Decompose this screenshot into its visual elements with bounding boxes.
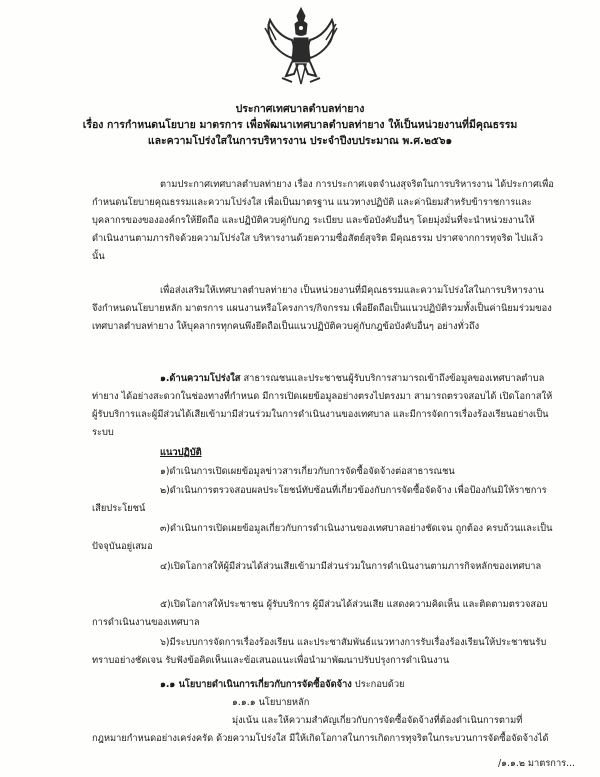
practice-item-2: ๒)ดำเนินการตรวจสอบผลประโยชน์ทับซ้อนที่เกี่ยวข้องกับการจัดซื้อจัดจ้าง เพื่อป้องกันมิให้ราชการเสียประโยชน์ (92, 485, 547, 514)
section-1-transparency: ๑.ด้านความโปร่งใส สาธารณชนและประชาชนผู้รับบริการสามารถเข้าถึงข้อมูลของเทศบาลตำบลท่ายาง ได้อย่างสะดวกในช่องทางที่กำหนด มีการเปิดเผยข้อมูลอย่างตรงไปตรงมา สามารถตรวจสอบได้ เปิดโอกาสให้ผู้รับบริการและผู้มีส่วนได้เสียเข้ามามีส่วนร่วมในการดำเนินงานของเทศบาล และมีการจัดการเรื่องร้องเรียนอย่างเป็นระบบ (92, 373, 553, 438)
practice-item-4: ๔)เปิดโอกาสให้ผู้มีส่วนได้ส่วนเสียเข้ามามีส่วนร่วมในการดำเนินงานตามภารกิจหลักของเทศบาล (160, 561, 542, 572)
paragraph-1: ตามประกาศเทศบาลตำบลท่ายาง เรื่อง การประกาศเจตจำนงสุจริตในการบริหารงาน ได้ประกาศเพื่อกำหนดนโยบายคุณธรรมและความโปร่งใส เพื่อเป็นมาตรฐาน แนวทางปฏิบัติ และค่านิยมสำหรับข้าราชการและบุคลากรของขององค์กรให้ยึดถือ และปฏิบัติควบคู่กับกฎ ระเบียบ และข้อบังคับอื่นๆ โดยมุ่งมั่นที่จะนำหน่วยงานให้ดำเนินงานตามภารกิจด้วยความโปร่งใส บริหารงานด้วยความซื่อสัตย์สุจริต มีคุณธรรม ปราศจากการทุจริต ไปแล้ว นั้น (92, 179, 554, 262)
section-1-1: ๑.๑ นโยบายดำเนินการเกี่ยวกับการจัดซื้อจัดจ้าง ประกอบด้วย (160, 679, 405, 690)
practice-item-1: ๑)ดำเนินการเปิดเผยข้อมูลข่าวสารเกี่ยวกับการจัดซื้อจัดจ้างต่อสาธารณชน (160, 466, 455, 477)
subject-line-2: และความโปร่งใสในการบริหารงาน ประจำปีงบประมาณ พ.ศ.๒๕๖๑ (147, 135, 453, 147)
subject-line-1: เรื่อง การกำหนดนโยบาย มาตรการ เพื่อพัฒนาเทศบาลตำบลท่ายาง ให้เป็นหน่วยงานที่มีคุณธรรม (82, 119, 518, 131)
section-1-1-heading: ๑.๑ นโยบายดำเนินการเกี่ยวกับการจัดซื้อจัดจ้าง (160, 679, 352, 690)
garuda-emblem-icon (262, 6, 340, 92)
next-page-marker: /๑.๑.๒ มาตรการ... (498, 758, 576, 769)
announcement-title: ประกาศเทศบาลตำบลท่ายาง (235, 103, 365, 115)
practice-heading: แนวปฏิบัติ (160, 447, 202, 458)
section-1-1-1: ๑.๑.๑ นโยบายหลัก (232, 697, 310, 708)
practice-item-3: ๓)ดำเนินการเปิดเผยข้อมูลเกี่ยวกับการดำเนินงานของเทศบาลอย่างชัดเจน ถูกต้อง ครบถ้วนและเป็นปัจจุบันอยู่เสมอ (92, 523, 553, 552)
practice-item-5: ๕)เปิดโอกาสให้ประชาชน ผู้รับบริการ ผู้มีส่วนได้ส่วนเสีย แสดงความคิดเห็น และติดตามตรวจสอบการดำเนินงานของเทศบาล (92, 599, 548, 628)
practice-item-6: ๖)มีระบบการจัดการเรื่องร้องเรียน และประชาสัมพันธ์แนวทางการรับเรื่องร้องเรียนให้ประชาชนรับทราบอย่างชัดเจน รับฟังข้อคิดเห็นและข้อเสนอแนะเพื่อนำมาพัฒนาปรับปรุงการดำเนินงาน (92, 637, 547, 666)
section-1-heading: ๑.ด้านความโปร่งใส (160, 373, 241, 384)
paragraph-2: เพื่อส่งเสริมให้เทศบาลตำบลท่ายาง เป็นหน่วยงานที่มีคุณธรรมและความโปร่งใสในการบริหารงาน จึงกำหนดนโยบายหลัก มาตรการ แผนงานหรือโครงการ/กิจกรรม เพื่อยึดถือเป็นแนวปฏิบัติรวมทั้งเป็นค่านิยมร่วมของเทศบาลตำบลท่ายาง ให้บุคลากรทุกคนพึงยึดถือเป็นแนวปฏิบัติควบคู่กับกฎข้อบังคับอื่นๆ อย่างทั่วถึง (92, 285, 552, 332)
section-1-1-1-text: มุ่งเน้น และให้ความสำคัญเกี่ยวกับการจัดซื้อจัดจ้างที่ต้องดำเนินการตามที่กฎหมายกำหนดอย่างเคร่งครัด ด้วยความโปร่งใส มีให้เกิดโอกาสในการเกิดการทุจริตในกระบวนการจัดซื้อจัดจ้างได้ (92, 715, 549, 744)
